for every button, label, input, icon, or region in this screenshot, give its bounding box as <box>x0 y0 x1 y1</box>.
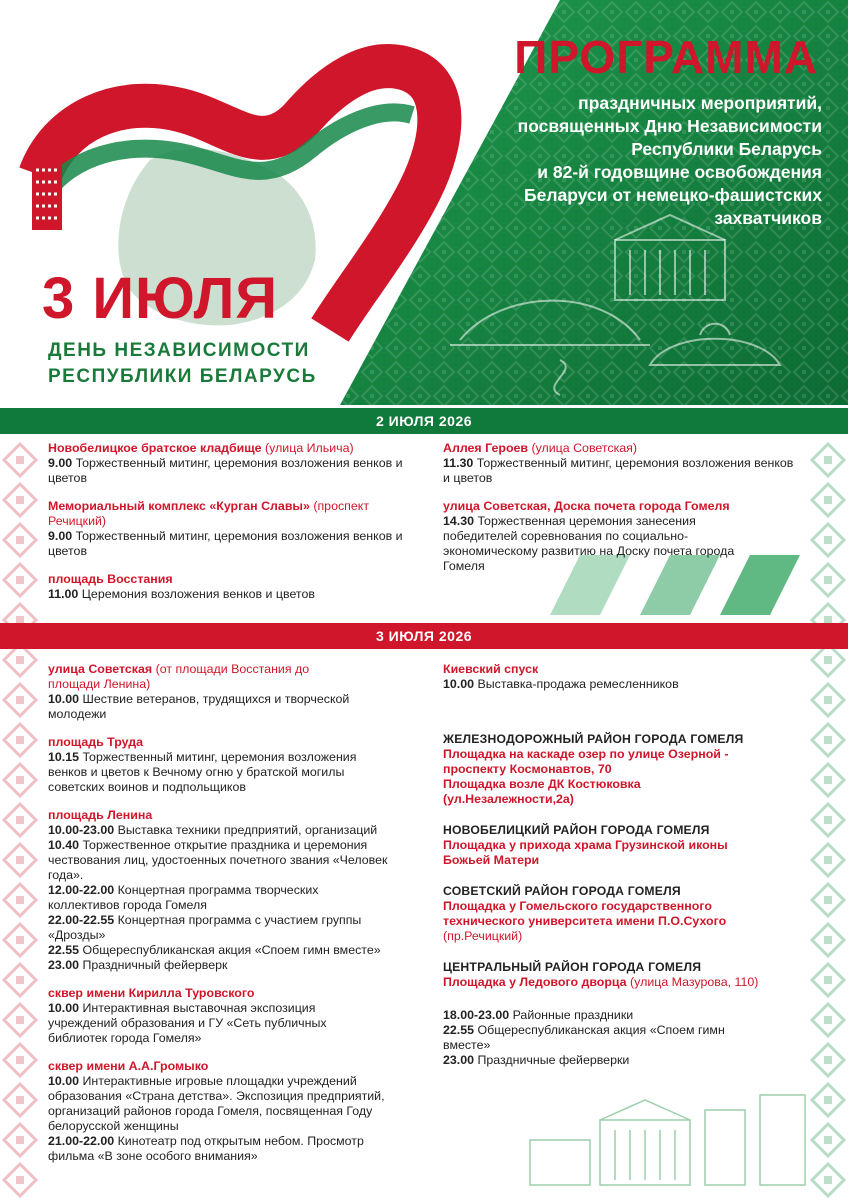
event-place: площадь Труда <box>48 735 144 749</box>
event-entry <box>443 662 805 692</box>
event-line: 9.00 Торжественный митинг, церемония возложения венков и цветов <box>48 529 403 558</box>
event-place: Новобелицкое братское кладбище (улица Ильича) <box>48 441 354 455</box>
event-line: 22.55 Общереспубликанская акция «Споем гимн вместе» <box>48 943 381 957</box>
day2-band: 3 ИЮЛЯ 2026 <box>0 623 848 649</box>
event-line: 10.15 Торжественный митинг, церемония возложения венков и цветов к Вечному огню у братской могилы советских воинов и подпольщиков <box>48 750 357 794</box>
event-place: сквер имени А.А.Громыко <box>48 1059 209 1073</box>
event-line: 11.30 Торжественный митинг, церемония возложения венков и цветов <box>443 456 794 485</box>
event-entry <box>48 735 420 795</box>
district-place: Площадка у Ледового дворца (улица Мазурова, 110) <box>443 975 759 989</box>
district-block <box>443 884 805 944</box>
program-subtitle: праздничных мероприятий, посвященных Дню Независимости Республики Беларусь и 82-й годовщине освобождения Беларуси от немецко-фашистских захватчиков <box>517 93 822 228</box>
event-line: 23.00 Праздничный фейерверк <box>48 958 228 972</box>
district-place: Площадка на каскаде озер по улице Озерной - проспекту Космонавтов, 70 <box>443 747 729 776</box>
holiday-name-line2: РЕСПУБЛИКИ БЕЛАРУСЬ <box>48 366 317 387</box>
day1-band: 2 ИЮЛЯ 2026 <box>0 408 848 434</box>
event-line: 10.40 Торжественное открытие праздника и церемония чествования лиц, удостоенных почетного звания «Человек года». <box>48 838 388 882</box>
event-line: 22.00-22.55 Концертная программа с участием группы «Дрозды» <box>48 913 362 942</box>
event-line: 11.00 Церемония возложения венков и цветов <box>48 587 315 601</box>
event-line: 10.00 Выставка-продажа ремесленников <box>443 677 679 691</box>
event-line: 10.00 Интерактивные игровые площадки учреждений образования «Страна детства». Экспозиция предприятий, организаций районов города Гомеля, посвященная Году белорусской женщины <box>48 1074 385 1133</box>
ornament-left <box>0 440 40 1200</box>
event-entry <box>48 441 413 486</box>
event-entry <box>48 499 413 559</box>
district-place: Площадка возле ДК Костюковка (ул.Незалежности,2а) <box>443 777 641 806</box>
program-title: ПРОГРАММА <box>514 31 818 83</box>
district-events <box>443 1008 773 1068</box>
event-line: 21.00-22.00 Кинотеатр под открытым небом. Просмотр фильма «В зоне особого внимания» <box>48 1134 364 1163</box>
day1-left-column <box>48 441 413 615</box>
event-place: площадь Ленина <box>48 808 153 822</box>
holiday-date: 3 ИЮЛЯ <box>42 266 279 331</box>
day2-left-column <box>48 662 420 1177</box>
day2-right-column <box>443 662 805 1081</box>
event-place: улица Советская (от площади Восстания до площади Ленина) <box>48 662 310 691</box>
ornament-right <box>808 440 848 1200</box>
district-block <box>443 823 805 868</box>
district-place: Площадка у прихода храма Грузинской иконы Божьей Матери <box>443 838 728 867</box>
header <box>0 0 848 405</box>
event-entry <box>443 499 803 574</box>
event-line: 23.00 Праздничные фейерверки <box>443 1053 630 1067</box>
event-line: 12.00-22.00 Концертная программа творческих коллективов города Гомеля <box>48 883 319 912</box>
event-place: площадь Восстания <box>48 572 173 586</box>
district-name: СОВЕТСКИЙ РАЙОН ГОРОДА ГОМЕЛЯ <box>443 884 681 898</box>
day1-right-column <box>443 441 803 587</box>
event-place: сквер имени Кирилла Туровского <box>48 986 255 1000</box>
district-block <box>443 732 805 807</box>
district-place: Площадка у Гомельского государственного технического университета имени П.О.Сухого (пр.Речицкий) <box>443 899 727 943</box>
event-line: 10.00 Шествие ветеранов, трудящихся и творческой молодежи <box>48 692 350 721</box>
event-place: Аллея Героев (улица Советская) <box>443 441 638 455</box>
event-entry <box>48 662 420 722</box>
district-name: ЖЕЛЕЗНОДОРОЖНЫЙ РАЙОН ГОРОДА ГОМЕЛЯ <box>443 732 744 746</box>
event-entry <box>48 986 420 1046</box>
district-name: ЦЕНТРАЛЬНЫЙ РАЙОН ГОРОДА ГОМЕЛЯ <box>443 960 702 974</box>
event-place: улица Советская, Доска почета города Гомеля <box>443 499 730 513</box>
event-line: 18.00-23.00 Районные праздники <box>443 1008 634 1022</box>
event-place: Киевский спуск <box>443 662 539 676</box>
event-entry <box>443 441 803 486</box>
event-place: Мемориальный комплекс «Курган Славы» (проспект Речицкий) <box>48 499 369 528</box>
event-line: 10.00 Интерактивная выставочная экспозиция учреждений образования и ГУ «Сеть публичных библиотек города Гомеля» <box>48 1001 327 1045</box>
skyline-graphic <box>520 1090 820 1190</box>
holiday-name-line1: ДЕНЬ НЕЗАВИСИМОСТИ <box>48 340 310 361</box>
event-line: 14.30 Торжественная церемония занесения победителей соревнования по социально-экономическому развитию на Доску почета города Гомеля <box>443 514 735 573</box>
district-block <box>443 960 805 990</box>
event-entry <box>48 1059 420 1164</box>
district-name: НОВОБЕЛИЦКИЙ РАЙОН ГОРОДА ГОМЕЛЯ <box>443 823 710 837</box>
event-entry <box>48 808 420 973</box>
event-line: 10.00-23.00 Выставка техники предприятий, организаций <box>48 823 378 837</box>
event-line: 22.55 Общереспубликанская акция «Споем гимн вместе» <box>443 1023 725 1052</box>
event-entry <box>48 572 413 602</box>
event-line: 9.00 Торжественный митинг, церемония возложения венков и цветов <box>48 456 403 485</box>
